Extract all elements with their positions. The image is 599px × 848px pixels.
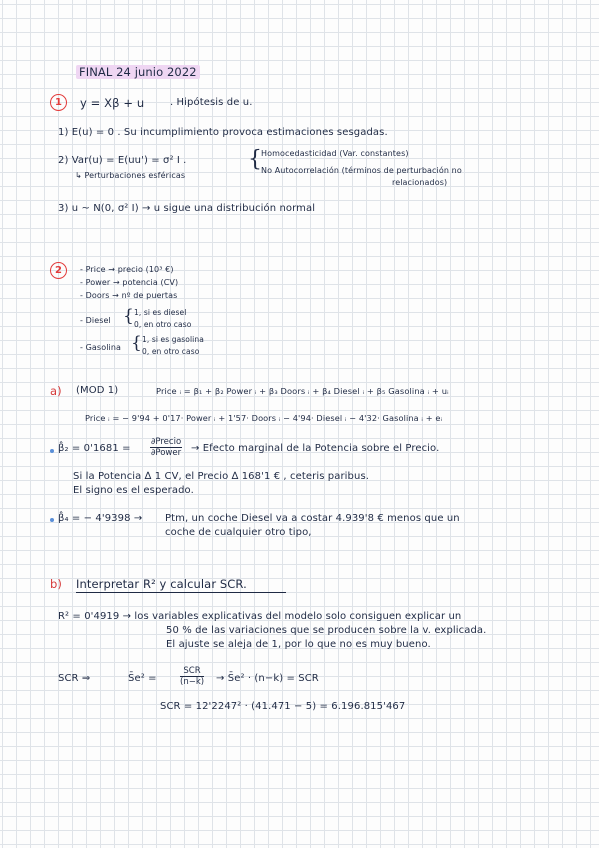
beta-4-interpretation: Ptm, un coche Diesel va a costar 4.939'8 € menos que un [165,513,460,524]
no-autocorrelation-note-cont: relacionados) [392,178,448,187]
hypothesis-1: 1) E(u) = 0 . Su incumplimiento provoca estimaciones sesgadas. [58,127,388,138]
no-autocorrelation-note: No Autocorrelación (términos de perturbación no [261,166,462,175]
variable-power: - Power → potencia (CV) [80,278,179,287]
variable-price: - Price → precio (10³ €) [80,265,174,274]
beta-4-interpretation-cont: coche de cualquier otro tipo, [165,527,312,538]
gasolina-value-0: 0, en otro caso [142,347,200,356]
bullet-icon [50,449,54,453]
part-a-label: a) [50,384,62,398]
beta-4-estimate: β̂₄ = − 4'9398 → [58,513,143,524]
bullet-icon [50,518,54,522]
question-1-marker: 1 [50,94,67,111]
r2-fit-note: El ajuste se aleja de 1, por lo que no es muy bueno. [166,639,431,650]
part-b-label: b) [50,577,62,591]
beta-2-interpretation: → Efecto marginal de la Potencia sobre el Precio. [191,443,440,454]
hypothesis-3: 3) u ~ N(0, σ² I) → u sigue una distribución normal [58,203,316,214]
population-equation: Price ᵢ = β₁ + β₂ Power ᵢ + β₃ Doors ᵢ + β₄ Diesel ᵢ + β₅ Gasolina ᵢ + uᵢ [156,386,449,396]
regression-model: y = Xβ + u [80,96,145,110]
r2-interpretation: R² = 0'4919 → los variables explicativas del modelo solo consiguen explicar un [58,611,462,622]
diesel-value-1: 1, si es diesel [134,308,187,317]
diesel-value-0: 0, en otro caso [134,320,192,329]
r2-interpretation-cont: 50 % de las variaciones que se producen sobre la v. explicada. [166,625,487,636]
model-1-label: (MOD 1) [76,385,119,396]
homoscedasticity-note: Homocedasticidad (Var. constantes) [261,149,409,158]
partial-derivative: ∂Precio ∂Power [151,437,182,458]
beta-2-example: Si la Potencia ∆ 1 CV, el Precio ∆ 168'1 € , ceteris paribus. [73,471,370,482]
exam-title: FINAL 24 junio 2022 [76,65,200,79]
brace-icon: { [248,147,262,172]
hypothesis-heading: . Hipótesis de u. [170,97,253,108]
hypothesis-2-spherical: ↳ Perturbaciones esféricas [75,171,186,180]
brace-icon: { [123,306,134,326]
variable-gasolina: - Gasolina [80,343,122,352]
beta-2-sign-note: El signo es el esperado. [73,485,194,496]
estimated-equation: Price ᵢ = − 9'94 + 0'17· Power ᵢ + 1'57· Doors ᵢ − 4'94· Diesel ᵢ − 4'32· Gasolina ᵢ + eᵢ [85,413,443,423]
hypothesis-2: 2) Var(u) = E(uu') = σ² I . [58,155,187,166]
part-b-title: Interpretar R² y calcular SCR. [76,577,247,591]
variable-diesel: - Diesel [80,316,111,325]
residual-variance: S̄e² = [128,673,157,684]
question-2-marker: 2 [50,262,67,279]
scr-calculation: SCR = 12'2247² · (41.471 − 5) = 6.196.815'467 [160,701,406,712]
brace-icon: { [131,333,142,353]
gasolina-value-1: 1, si es gasolina [142,335,204,344]
variable-doors: - Doors → nº de puertas [80,291,178,300]
scr-fraction: SCR (n−k) [180,666,205,687]
scr-arrow: SCR ⇒ [58,673,91,684]
title-underline [76,592,286,593]
scr-derivation: → S̄e² · (n−k) = SCR [216,673,319,684]
beta-2-estimate: β̂₂ = 0'1681 = [58,443,131,454]
